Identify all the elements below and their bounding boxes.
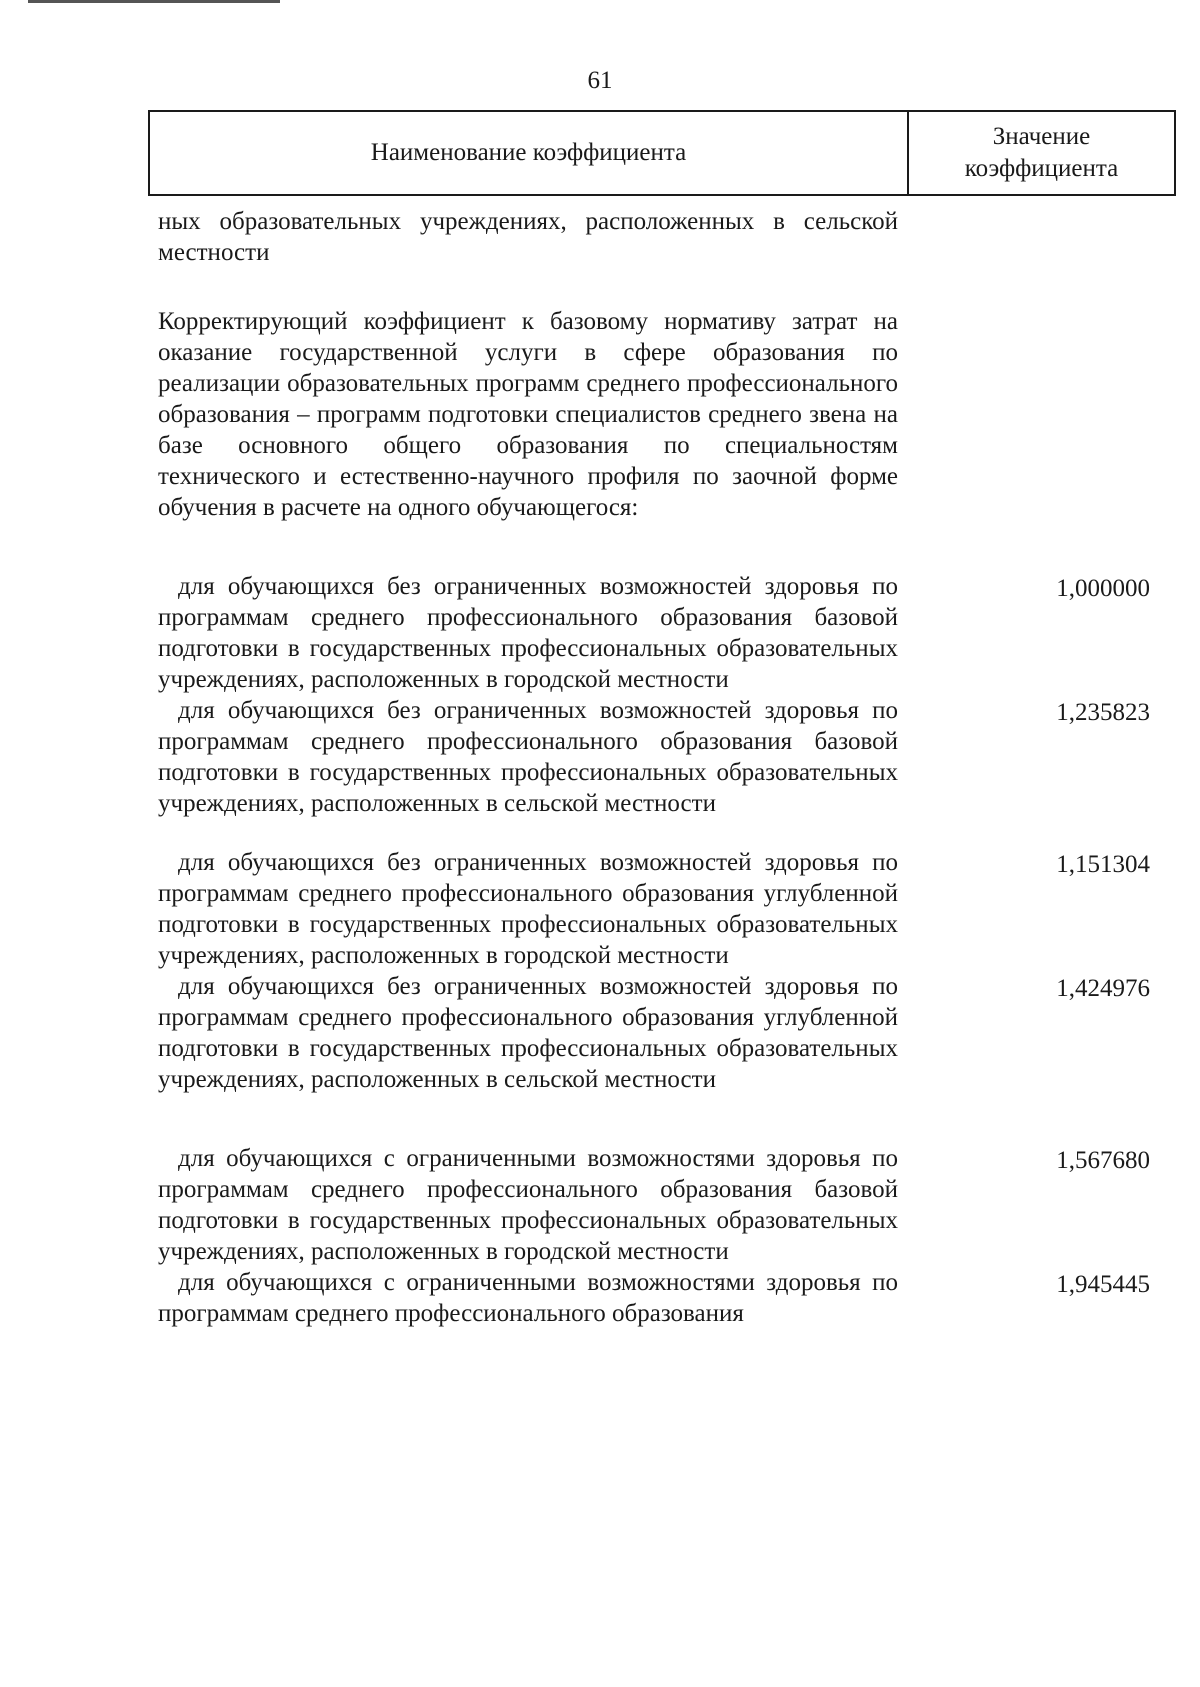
coefficient-name: для обучающихся с ограниченными возможностями здоровья по программам среднего профессионального образования базовой подготовки в государственных профессиональных образовательных учреждениях, расположенных в городской местности [158, 1145, 898, 1265]
table-row [158, 1143, 1176, 1267]
coefficient-value [898, 206, 1176, 268]
coefficient-name: для обучающихся без ограниченных возможностей здоровья по программам среднего профессионального образования углубленной подготовки в государственных профессиональных образовательных учреждениях, расположенных в сельской местности [158, 973, 898, 1093]
coefficient-name: Корректирующий коэффициент к базовому нормативу затрат на оказание государственной услуги в сфере образования по реализации образовательных программ среднего профессионального образования – программ подготовки специалистов среднего звена на базе основного общего образования по специальностям технического и естественно-научного профиля по заочной форме обучения в расчете на одного обучающегося: [158, 308, 898, 521]
coefficient-value: 1,000000 [1056, 575, 1150, 602]
table-body [158, 206, 1176, 1329]
coefficient-name: для обучающихся без ограниченных возможностей здоровья по программам среднего профессионального образования базовой подготовки в государственных профессиональных образовательных учреждениях, расположенных в сельской местности [158, 697, 898, 817]
header-name-column: Наименование коэффициента [150, 112, 909, 194]
table-row [158, 1267, 1176, 1329]
table-row [158, 306, 1176, 523]
coefficient-value: 1,151304 [1056, 851, 1150, 878]
table-row [158, 695, 1176, 819]
coefficient-name: ных образовательных учреждениях, расположенных в сельской местности [158, 208, 898, 266]
coefficient-value [898, 306, 1176, 523]
coefficient-value: 1,235823 [1056, 699, 1150, 726]
coefficient-name: для обучающихся без ограниченных возможностей здоровья по программам среднего профессионального образования базовой подготовки в государственных профессиональных образовательных учреждениях, расположенных в городской местности [158, 573, 898, 693]
table-header [148, 110, 1176, 196]
coefficient-value: 1,424976 [1056, 975, 1150, 1002]
table-row [158, 847, 1176, 971]
coefficient-value: 1,945445 [1056, 1271, 1150, 1298]
coefficient-value: 1,567680 [1056, 1147, 1150, 1174]
coefficient-name: для обучающихся с ограниченными возможностями здоровья по программам среднего профессионального образования [158, 1269, 898, 1327]
header-value-column: Значение коэффициента [964, 123, 1119, 182]
coefficient-name: для обучающихся без ограниченных возможностей здоровья по программам среднего профессионального образования углубленной подготовки в государственных профессиональных образовательных учреждениях, расположенных в городской местности [158, 849, 898, 969]
table-row [158, 206, 1176, 268]
table-row [158, 971, 1176, 1095]
table-row [158, 571, 1176, 695]
page-number: 61 [587, 67, 613, 94]
scan-edge-mark [28, 0, 280, 3]
